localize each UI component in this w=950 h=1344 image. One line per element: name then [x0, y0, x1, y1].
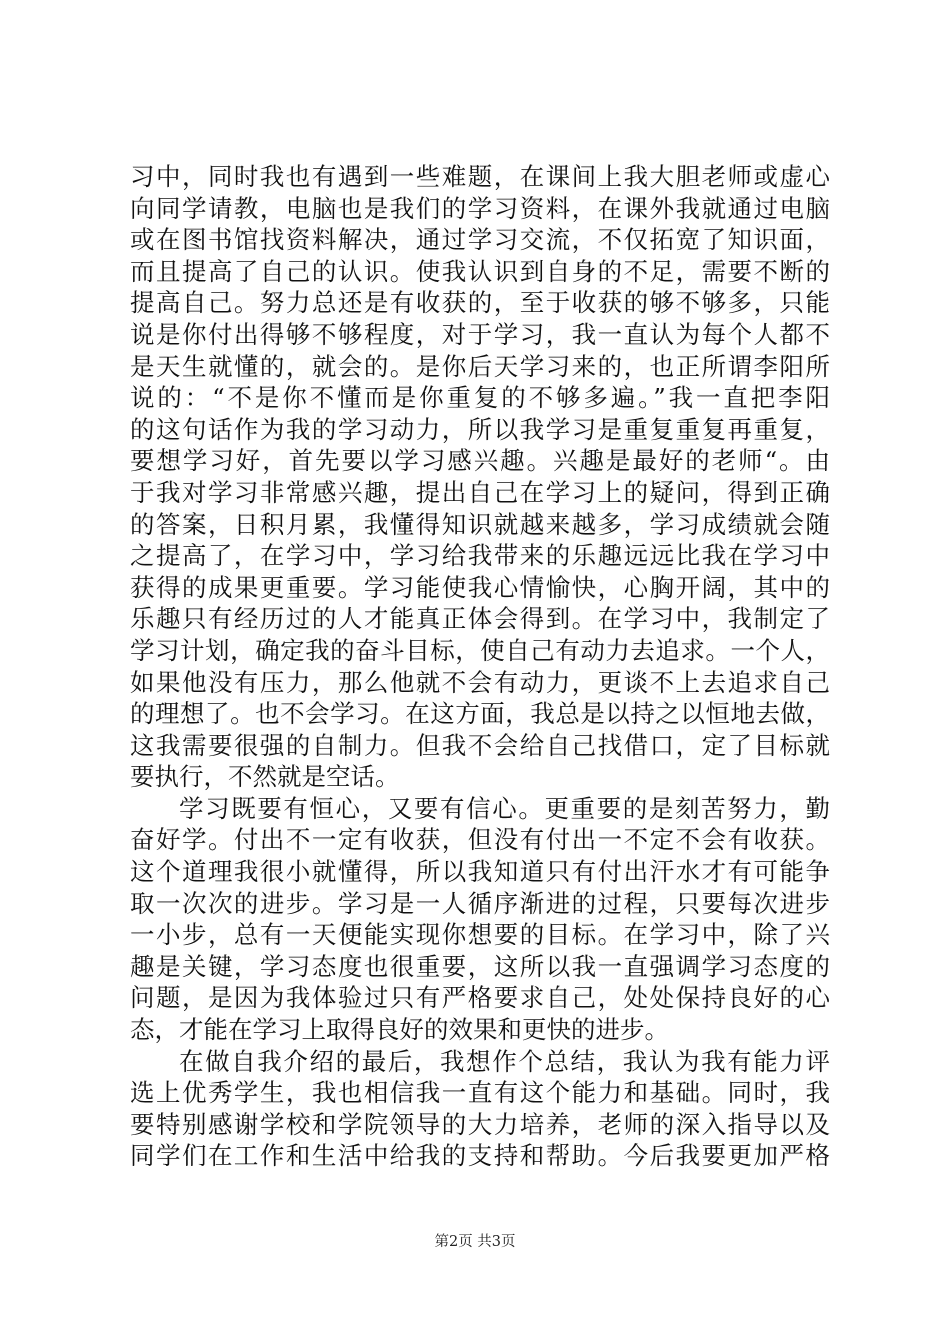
text-line: 于我对学习非常感兴趣，提出自己在学习上的疑问，得到正确 [130, 477, 830, 507]
page-footer: 第2页 共3页 [434, 1234, 516, 1250]
text-line: 的这句话作为我的学习动力，所以我学习是重复重复再重复， [130, 414, 830, 444]
text-line: 获得的成果更重要。学习能使我心情愉快，心胸开阔，其中的 [130, 572, 830, 602]
text-line: 态，才能在学习上取得良好的效果和更快的进步。 [130, 1015, 669, 1045]
text-line: 之提高了，在学习中，学习给我带来的乐趣远远比我在学习中 [130, 541, 830, 571]
paragraph [130, 793, 830, 1046]
text-line: 如果他没有压力，那么他就不会有动力，更谈不上去追求自己 [130, 667, 830, 697]
document-body [130, 161, 830, 1172]
text-line: 说是你付出得够不够程度，对于学习，我一直认为每个人都不 [130, 319, 830, 349]
text-line: 说的：“不是你不懂而是你重复的不够多遍。”我一直把李阳 [130, 383, 830, 413]
text-line: 同学们在工作和生活中给我的支持和帮助。今后我要更加严格 [130, 1141, 830, 1171]
text-line: 要特别感谢学校和学院领导的大力培养，老师的深入指导以及 [130, 1109, 830, 1139]
text-line: 这个道理我很小就懂得，所以我知道只有付出汗水才有可能争 [130, 857, 830, 887]
text-line: 乐趣只有经历过的人才能真正体会得到。在学习中，我制定了 [130, 604, 830, 634]
text-line: 在做自我介绍的最后，我想作个总结，我认为我有能力评 [179, 1046, 830, 1076]
text-line: 向同学请教，电脑也是我们的学习资料，在课外我就通过电脑 [130, 193, 830, 223]
text-line: 学习既要有恒心，又要有信心。更重要的是刻苦努力，勤 [179, 793, 830, 823]
text-line: 而且提高了自己的认识。使我认识到自身的不足，需要不断的 [130, 256, 830, 286]
text-line: 要执行，不然就是空话。 [130, 762, 400, 792]
paragraph [130, 1046, 830, 1172]
text-line: 或在图书馆找资料解决，通过学习交流，不仅拓宽了知识面， [130, 225, 830, 255]
text-line: 要想学习好，首先要以学习感兴趣。兴趣是最好的老师“。由 [130, 446, 830, 476]
text-line: 趣是关键，学习态度也很重要，这所以我一直强调学习态度的 [130, 951, 830, 981]
text-line: 是天生就懂的，就会的。是你后天学习来的，也正所谓李阳所 [130, 351, 830, 381]
text-line: 这我需要很强的自制力。但我不会给自己找借口，定了目标就 [130, 730, 830, 760]
text-line: 问题，是因为我体验过只有严格要求自己，处处保持良好的心 [130, 983, 830, 1013]
text-line: 奋好学。付出不一定有收获，但没有付出一不定不会有收获。 [130, 825, 830, 855]
text-line: 一小步，总有一天便能实现你想要的目标。在学习中，除了兴 [130, 920, 830, 950]
text-line: 的理想了。也不会学习。在这方面，我总是以持之以恒地去做， [130, 699, 830, 729]
text-line: 学习计划，确定我的奋斗目标，使自己有动力去追求。一个人， [130, 635, 830, 665]
text-line: 的答案，日积月累，我懂得知识就越来越多，学习成绩就会随 [130, 509, 830, 539]
text-line: 提高自己。努力总还是有收获的，至于收获的够不够多，只能 [130, 288, 830, 318]
text-line: 习中，同时我也有遇到一些难题，在课间上我大胆老师或虚心 [130, 162, 830, 191]
paragraph [130, 161, 830, 793]
text-line: 取一次次的进步。学习是一人循序渐进的过程，只要每次进步 [130, 888, 830, 918]
text-line: 选上优秀学生，我也相信我一直有这个能力和基础。同时，我 [130, 1078, 830, 1108]
